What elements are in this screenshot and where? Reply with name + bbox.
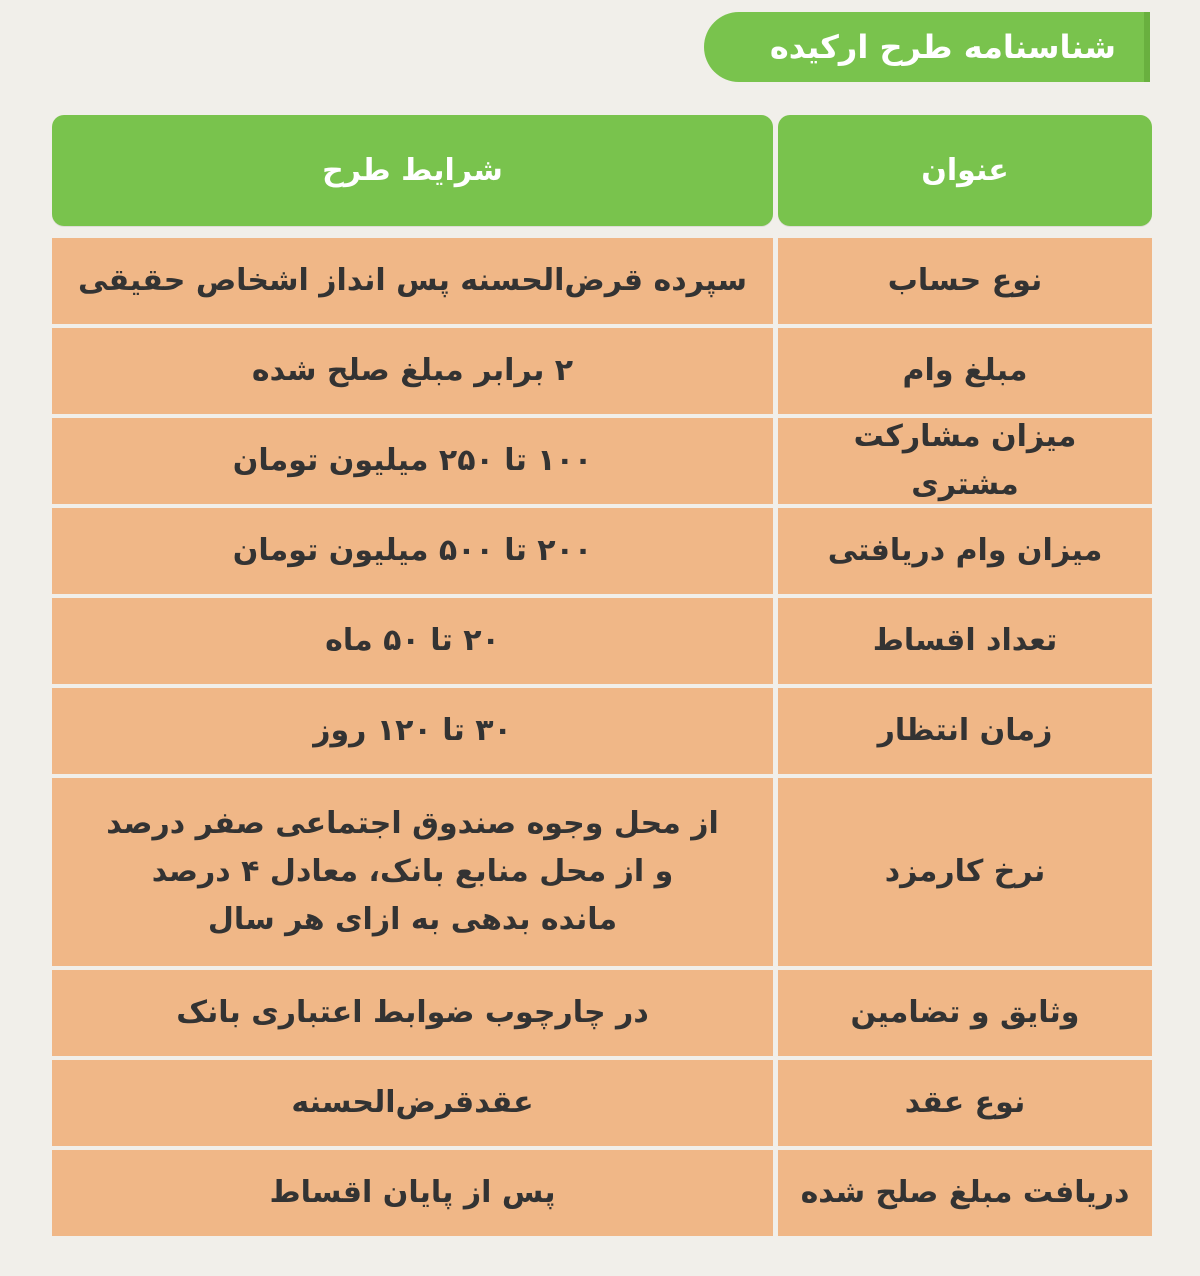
row-title: نوع حساب — [778, 238, 1152, 324]
row-condition: سپرده قرض‌الحسنه پس انداز اشخاص حقیقی — [52, 238, 773, 324]
row-condition: ۲۰ تا ۵۰ ماه — [52, 598, 773, 684]
table-row — [52, 1060, 1152, 1146]
row-title: نوع عقد — [778, 1060, 1152, 1146]
table-row — [52, 598, 1152, 684]
row-condition — [52, 778, 773, 966]
row-condition-line: و از محل منابع بانک، معادل ۴ درصد — [151, 854, 674, 889]
row-condition: ۳۰ تا ۱۲۰ روز — [52, 688, 773, 774]
table-row — [52, 238, 1152, 324]
table-row — [52, 418, 1152, 504]
plan-specs-table — [52, 115, 1152, 1240]
row-title: میزان وام دریافتی — [778, 508, 1152, 594]
table-row — [52, 688, 1152, 774]
row-title: میزان مشارکت مشتری — [778, 418, 1152, 504]
row-title: دریافت مبلغ صلح شده — [778, 1150, 1152, 1236]
row-title: مبلغ وام — [778, 328, 1152, 414]
row-title: تعداد اقساط — [778, 598, 1152, 684]
header-title-column: عنوان — [778, 115, 1152, 226]
row-condition: ۲۰۰ تا ۵۰۰ میلیون تومان — [52, 508, 773, 594]
plan-title-banner — [704, 12, 1150, 82]
table-header-row — [52, 115, 1152, 226]
table-row — [52, 328, 1152, 414]
header-conditions-column: شرایط طرح — [52, 115, 773, 226]
row-condition: ۲ برابر مبلغ صلح شده — [52, 328, 773, 414]
row-condition-line: مانده بدهی به ازای هر سال — [207, 902, 618, 937]
row-condition: پس از پایان اقساط — [52, 1150, 773, 1236]
row-condition: عقدقرض‌الحسنه — [52, 1060, 773, 1146]
table-row — [52, 970, 1152, 1056]
table-row — [52, 778, 1152, 966]
row-title: زمان انتظار — [778, 688, 1152, 774]
row-title: وثایق و تضامین — [778, 970, 1152, 1056]
row-condition: ۱۰۰ تا ۲۵۰ میلیون تومان — [52, 418, 773, 504]
row-title: نرخ کارمزد — [778, 778, 1152, 966]
table-row — [52, 508, 1152, 594]
table-row — [52, 1150, 1152, 1236]
row-condition: در چارچوب ضوابط اعتباری بانک — [52, 970, 773, 1056]
plan-title: شناسنامه طرح ارکیده — [769, 28, 1116, 66]
row-condition-line: از محل وجوه صندوق اجتماعی صفر درصد — [106, 806, 719, 841]
